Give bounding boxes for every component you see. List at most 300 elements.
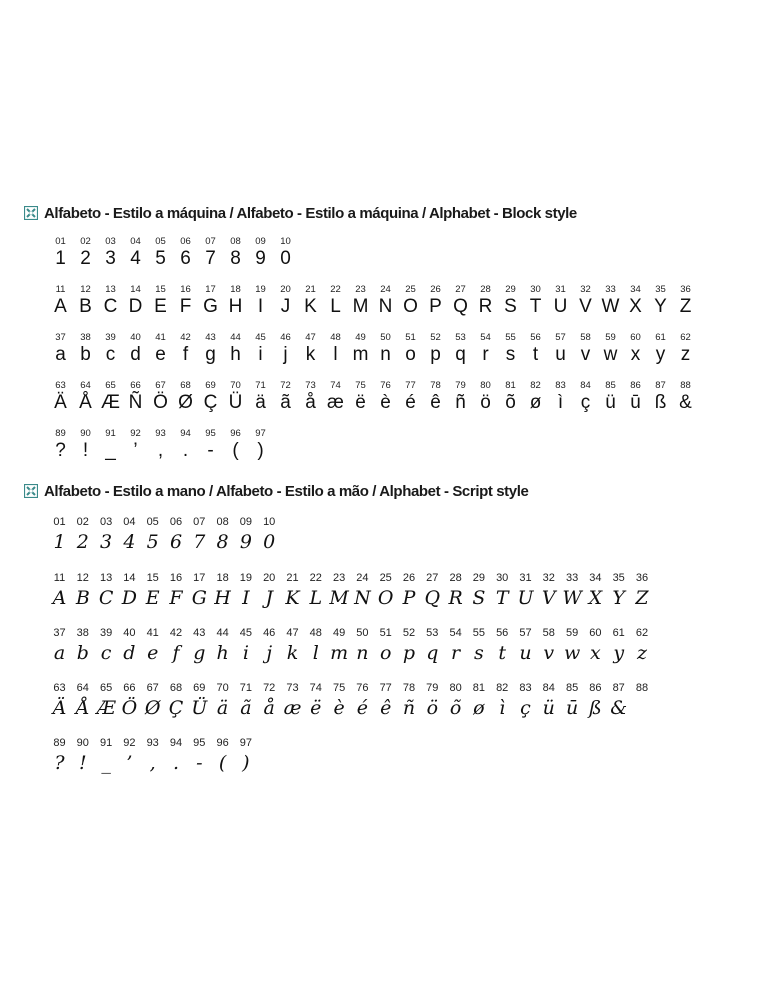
glyph-character: _ [105, 440, 116, 461]
glyph-character: è [333, 697, 345, 719]
glyph-number: 39 [99, 627, 113, 639]
glyph-character: ü [605, 392, 616, 413]
glyph-cell [607, 572, 630, 611]
glyph-cell [537, 627, 560, 666]
glyph-character: , [157, 440, 164, 461]
glyph-number: 82 [530, 380, 541, 391]
glyph-cell [211, 572, 234, 611]
glyph-character: d [123, 642, 136, 664]
glyph-character: q [455, 344, 466, 365]
glyph-character: u [519, 642, 532, 664]
glyph-number: 16 [169, 572, 183, 584]
glyph-number: 25 [379, 572, 392, 584]
glyph-number: 72 [263, 682, 276, 694]
glyph-character: K [304, 296, 317, 317]
glyph-character: T [529, 296, 542, 317]
glyph-character: Ä [52, 697, 67, 719]
glyph-cell [71, 572, 94, 611]
glyph-number: 65 [105, 380, 116, 391]
glyph-number: 33 [565, 572, 579, 584]
glyph-character: K [285, 587, 300, 609]
glyph-number: 77 [379, 682, 392, 694]
glyph-cell [258, 516, 281, 555]
glyph-number: 86 [630, 380, 641, 391]
glyph-cell [73, 332, 98, 367]
glyph-cell [421, 572, 444, 611]
glyph-cell [398, 682, 421, 721]
glyph-character: , [149, 752, 156, 774]
glyph-cell [351, 572, 374, 611]
glyph-number: 35 [612, 572, 625, 584]
glyph-character: ß [654, 392, 667, 413]
block-style-heading [24, 202, 754, 224]
glyph-number: 54 [449, 627, 462, 639]
glyph-character: ã [240, 697, 252, 719]
glyph-character: i [242, 642, 249, 664]
glyph-character: 6 [169, 531, 183, 553]
glyph-number: 46 [280, 332, 291, 343]
glyph-number: 90 [80, 428, 91, 439]
glyph-number: 49 [332, 627, 346, 639]
glyph-cell [48, 572, 71, 611]
glyph-cell [373, 332, 398, 367]
glyph-cell [95, 572, 118, 611]
glyph-cell [673, 284, 698, 319]
glyph-number: 51 [379, 627, 392, 639]
glyph-number: 43 [205, 332, 216, 343]
glyph-cell [548, 380, 573, 415]
glyph-character: Ñ [128, 392, 143, 413]
glyph-number: 74 [330, 380, 341, 391]
glyph-character: Ü [228, 392, 243, 413]
glyph-cell [514, 682, 537, 721]
glyph-cell [48, 380, 73, 415]
glyph-number: 83 [555, 380, 566, 391]
glyph-cell [304, 682, 327, 721]
cross-square-icon [24, 484, 38, 498]
glyph-character: Ü [191, 697, 208, 719]
glyph-character: J [265, 587, 273, 609]
glyph-number: 95 [205, 428, 216, 439]
glyph-cell [623, 332, 648, 367]
glyph-number: 23 [332, 572, 346, 584]
glyph-character: H [228, 296, 243, 317]
glyph-cell [258, 572, 281, 611]
glyph-cell [467, 682, 490, 721]
glyph-number: 38 [76, 627, 89, 639]
glyph-character: b [76, 642, 89, 664]
glyph-number: 65 [99, 682, 113, 694]
glyph-number: 76 [356, 682, 369, 694]
glyph-cell [298, 284, 323, 319]
glyph-cell [631, 572, 654, 611]
script-style-section [24, 480, 754, 774]
glyph-character: . [172, 752, 180, 774]
glyph-number: 46 [263, 627, 276, 639]
glyph-cell [148, 332, 173, 367]
glyph-number: 71 [239, 682, 253, 694]
glyph-cell [148, 380, 173, 415]
glyph-character: Ç [168, 697, 184, 719]
glyph-character: F [169, 587, 183, 609]
glyph-character: ê [380, 697, 392, 719]
glyph-number: 48 [309, 627, 322, 639]
glyph-character: s [505, 344, 516, 365]
glyph-number: 95 [193, 737, 206, 749]
glyph-number: 36 [680, 284, 691, 295]
glyph-character: 3 [105, 248, 116, 269]
glyph-number: 28 [480, 284, 491, 295]
glyph-cell [165, 572, 188, 611]
glyph-number: 20 [263, 572, 276, 584]
block-style-section [24, 202, 754, 461]
glyph-number: 38 [80, 332, 91, 343]
glyph-character: 0 [263, 531, 276, 553]
glyph-cell [398, 332, 423, 367]
glyph-character: Z [679, 296, 692, 317]
glyph-number: 64 [76, 682, 89, 694]
glyph-cell [573, 284, 598, 319]
glyph-cell [398, 572, 421, 611]
glyph-character: ū [565, 697, 579, 719]
glyph-number: 17 [193, 572, 206, 584]
glyph-character: D [121, 587, 137, 609]
glyph-number: 69 [193, 682, 206, 694]
glyph-number: 15 [146, 572, 159, 584]
glyph-cell [273, 332, 298, 367]
glyph-character: y [655, 344, 666, 365]
glyph-number: 14 [130, 284, 141, 295]
glyph-cell [95, 737, 118, 776]
glyph-cell [328, 572, 351, 611]
glyph-character: Ç [203, 392, 218, 413]
glyph-cell [148, 284, 173, 319]
glyph-number: 25 [405, 284, 416, 295]
glyph-character: L [309, 587, 323, 609]
glyph-character: ø [473, 697, 485, 719]
glyph-cell [467, 627, 490, 666]
glyph-cell [491, 682, 514, 721]
glyph-number: 91 [105, 428, 116, 439]
glyph-character: c [105, 344, 116, 365]
glyph-character: B [79, 296, 92, 317]
glyph-cell [448, 284, 473, 319]
glyph-cell [118, 627, 141, 666]
glyph-number: 79 [455, 380, 466, 391]
glyph-cell [598, 332, 623, 367]
glyph-number: 19 [255, 284, 266, 295]
glyph-number: 60 [630, 332, 641, 343]
glyph-character: R [478, 296, 493, 317]
glyph-number: 11 [53, 572, 66, 584]
glyph-number: 71 [255, 380, 266, 391]
glyph-cell [373, 284, 398, 319]
glyph-cell [523, 380, 548, 415]
glyph-cell [421, 682, 444, 721]
glyph-number: 50 [380, 332, 391, 343]
glyph-number: 45 [239, 627, 253, 639]
glyph-character: ’ [133, 440, 138, 461]
glyph-number: 68 [169, 682, 183, 694]
glyph-character: Y [612, 587, 625, 609]
glyph-cell [173, 428, 198, 463]
glyph-number: 92 [130, 428, 141, 439]
glyph-character: X [588, 587, 603, 609]
glyph-cell [473, 380, 498, 415]
glyph-number: 12 [80, 284, 91, 295]
glyph-number: 08 [216, 516, 229, 528]
glyph-cell [561, 682, 584, 721]
glyph-character: Ö [121, 697, 138, 719]
glyph-number: 78 [430, 380, 441, 391]
glyph-number: 44 [216, 627, 229, 639]
glyph-character: P [402, 587, 416, 609]
glyph-number: 59 [565, 627, 579, 639]
glyph-number: 05 [146, 516, 159, 528]
glyph-cell [491, 627, 514, 666]
glyph-character: ö [480, 392, 491, 413]
glyph-character: d [130, 344, 141, 365]
glyph-character: u [555, 344, 566, 365]
glyph-cell [98, 284, 123, 319]
glyph-character: h [216, 642, 229, 664]
glyph-character: e [155, 344, 166, 365]
glyph-character: ä [255, 392, 266, 413]
glyph-character: o [405, 344, 416, 365]
glyph-character: G [203, 296, 218, 317]
glyph-number: 24 [356, 572, 369, 584]
glyph-number: 41 [155, 332, 166, 343]
glyph-cell [448, 380, 473, 415]
glyph-cell [673, 332, 698, 367]
glyph-number: 09 [255, 236, 266, 247]
glyph-cell [188, 572, 211, 611]
glyph-number: 43 [193, 627, 206, 639]
glyph-cell [173, 332, 198, 367]
glyph-cell [48, 682, 71, 721]
glyph-cell [298, 380, 323, 415]
glyph-cell [421, 627, 444, 666]
glyph-character: C [103, 296, 118, 317]
script-style-title: Alfabeto - Estilo a mano / Alfabeto - Estilo a mão / Alphabet - Script style [44, 482, 529, 500]
glyph-character: o [379, 642, 392, 664]
glyph-cell [273, 284, 298, 319]
glyph-cell [123, 380, 148, 415]
glyph-number: 97 [239, 737, 253, 749]
glyph-cell [188, 627, 211, 666]
glyph-cell [258, 627, 281, 666]
glyph-character: Å [75, 697, 90, 719]
glyph-cell [548, 284, 573, 319]
glyph-number: 01 [53, 516, 66, 528]
glyph-cell [141, 682, 164, 721]
glyph-character: Ö [153, 392, 168, 413]
glyph-character: D [128, 296, 143, 317]
glyph-character: B [75, 587, 90, 609]
glyph-number: 33 [605, 284, 616, 295]
glyph-number: 66 [130, 380, 141, 391]
glyph-cell [607, 627, 630, 666]
glyph-character: Z [635, 587, 649, 609]
glyph-cell [281, 627, 304, 666]
glyph-cell [607, 682, 630, 721]
glyph-character: é [405, 392, 416, 413]
glyph-number: 39 [105, 332, 116, 343]
glyph-character: f [182, 344, 189, 365]
glyph-number: 35 [655, 284, 666, 295]
glyph-cell [123, 428, 148, 463]
glyph-cell [223, 332, 248, 367]
glyph-number: 52 [402, 627, 416, 639]
glyph-character: M [352, 296, 369, 317]
glyph-character: a [55, 344, 66, 365]
glyph-number: 80 [449, 682, 462, 694]
glyph-character: 9 [239, 531, 252, 553]
glyph-number: 06 [180, 236, 191, 247]
glyph-number: 28 [449, 572, 462, 584]
glyph-number: 47 [286, 627, 299, 639]
glyph-number: 88 [680, 380, 691, 391]
glyph-character: p [402, 642, 416, 664]
glyph-number: 64 [80, 380, 91, 391]
glyph-number: 05 [155, 236, 166, 247]
glyph-number: 56 [530, 332, 541, 343]
glyph-cell [73, 236, 98, 271]
glyph-number: 44 [230, 332, 241, 343]
glyph-cell [423, 332, 448, 367]
glyph-number: 31 [519, 572, 532, 584]
glyph-cell [398, 284, 423, 319]
glyph-character: - [207, 440, 214, 461]
glyph-character: ä [216, 697, 229, 719]
glyph-character: w [603, 344, 618, 365]
glyph-number: 84 [542, 682, 555, 694]
glyph-character: c [100, 642, 112, 664]
glyph-character: j [283, 344, 288, 365]
glyph-number: 58 [542, 627, 555, 639]
glyph-character: f [172, 642, 180, 664]
glyph-character: V [579, 296, 592, 317]
glyph-cell [141, 737, 164, 776]
glyph-character: _ [101, 752, 111, 774]
glyph-cell [537, 572, 560, 611]
glyph-character: ß [589, 697, 602, 719]
glyph-number: 85 [605, 380, 616, 391]
glyph-cell [48, 516, 71, 555]
glyph-cell [71, 627, 94, 666]
glyph-character: ñ [455, 392, 466, 413]
glyph-cell [223, 380, 248, 415]
glyph-cell [631, 682, 654, 695]
glyph-character: & [610, 697, 628, 719]
glyph-character: a [53, 642, 66, 664]
glyph-number: 47 [305, 332, 316, 343]
glyph-cell [561, 572, 584, 611]
glyph-character: & [679, 392, 692, 413]
glyph-character: ) [242, 752, 250, 774]
glyph-number: 66 [123, 682, 136, 694]
glyph-number: 77 [405, 380, 416, 391]
glyph-character: ê [430, 392, 441, 413]
glyph-cell [198, 236, 223, 271]
glyph-cell [118, 516, 141, 555]
glyph-cell [648, 332, 673, 367]
glyph-cell [211, 627, 234, 666]
glyph-character: 5 [155, 248, 166, 269]
glyph-cell [73, 428, 98, 463]
glyph-cell [598, 380, 623, 415]
glyph-character: 1 [53, 531, 66, 553]
glyph-cell [48, 627, 71, 666]
glyph-cell [584, 682, 607, 721]
glyph-number: 55 [472, 627, 486, 639]
glyph-cell [444, 572, 467, 611]
glyph-character: L [330, 296, 341, 317]
glyph-cell [328, 682, 351, 721]
glyph-cell [234, 627, 257, 666]
glyph-character: ü [542, 697, 555, 719]
glyph-cell [573, 380, 598, 415]
glyph-character: õ [505, 392, 516, 413]
glyph-number: 29 [505, 284, 516, 295]
glyph-character: H [214, 587, 231, 609]
glyph-character: æ [283, 697, 302, 719]
glyph-cell [71, 737, 94, 776]
glyph-character: 5 [146, 531, 159, 553]
glyph-cell [211, 737, 234, 776]
glyph-character: O [377, 587, 394, 609]
glyph-cell [223, 428, 248, 463]
glyph-cell [548, 332, 573, 367]
glyph-number: 40 [130, 332, 141, 343]
glyph-cell [348, 332, 373, 367]
glyph-number: 74 [309, 682, 322, 694]
glyph-number: 48 [330, 332, 341, 343]
glyph-number: 51 [405, 332, 416, 343]
glyph-character: 2 [80, 248, 91, 269]
glyph-number: 75 [355, 380, 366, 391]
glyph-character: v [543, 642, 555, 664]
glyph-character: n [380, 344, 391, 365]
glyph-number: 70 [216, 682, 229, 694]
glyph-number: 61 [612, 627, 625, 639]
glyph-cell [248, 284, 273, 319]
glyph-cell [258, 682, 281, 721]
glyph-cell [623, 284, 648, 319]
glyph-cell [304, 627, 327, 666]
glyph-character: l [312, 642, 319, 664]
glyph-cell [118, 572, 141, 611]
glyph-cell [118, 737, 141, 776]
glyph-number: 06 [169, 516, 183, 528]
glyph-character: ! [82, 440, 89, 461]
glyph-character: æ [327, 392, 344, 413]
glyph-number: 91 [99, 737, 113, 749]
glyph-cell [584, 572, 607, 611]
glyph-cell [198, 284, 223, 319]
glyph-cell [198, 332, 223, 367]
glyph-character: h [230, 344, 241, 365]
glyph-character: ë [310, 697, 322, 719]
glyph-character: b [80, 344, 91, 365]
glyph-number: 63 [53, 682, 66, 694]
glyph-number: 58 [580, 332, 591, 343]
glyph-number: 23 [355, 284, 366, 295]
glyph-number: 81 [505, 380, 516, 391]
glyph-number: 53 [426, 627, 439, 639]
glyph-number: 15 [155, 284, 166, 295]
glyph-cell [374, 572, 397, 611]
